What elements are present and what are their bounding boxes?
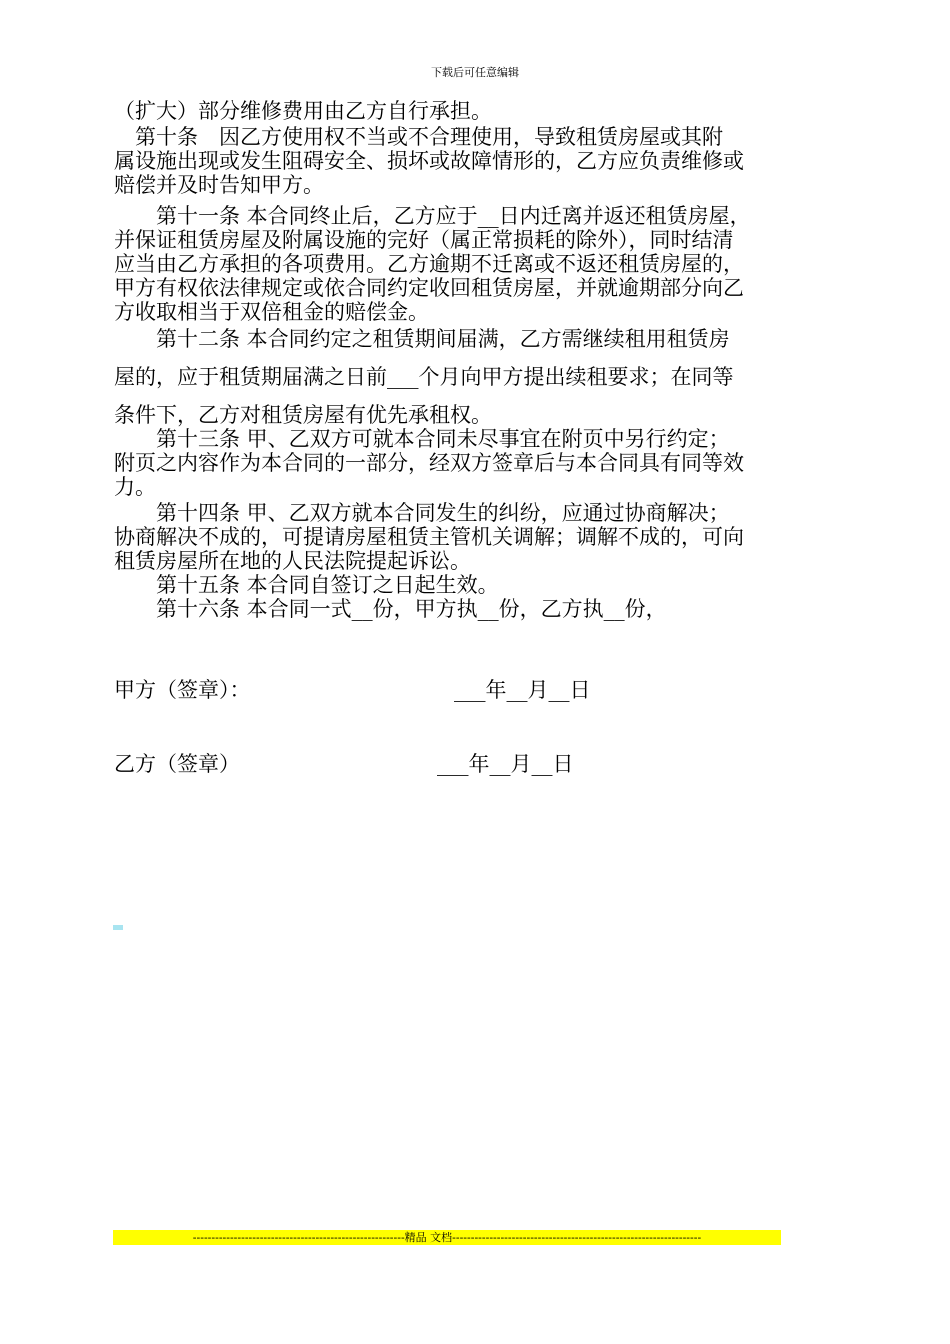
page-header: 下载后可任意编辑	[431, 66, 519, 79]
body-line: 属设施出现或发生阻碍安全、损坏或故障情形的，乙方应负责维修或	[114, 149, 744, 173]
party-b-date: ___年__月__日	[437, 752, 574, 776]
body-line: 方收取相当于双倍租金的赔偿金。	[114, 300, 429, 324]
highlight-mark	[113, 925, 123, 930]
party-b-signature-label: 乙方（签章）	[114, 752, 240, 776]
party-a-date: ___年__月__日	[454, 678, 591, 702]
body-line: 并保证租赁房屋及附属设施的完好（属正常损耗的除外），同时结清	[114, 228, 734, 252]
contract-body	[114, 100, 844, 620]
body-line: 协商解决不成的，可提请房屋租赁主管机关调解；调解不成的，可向	[114, 525, 744, 549]
body-line: 力。	[114, 475, 156, 499]
body-line: （扩大）部分维修费用由乙方自行承担。	[114, 99, 492, 123]
party-a-signature-label: 甲方（签章）：	[114, 678, 251, 702]
body-line: 赔偿并及时告知甲方。	[114, 173, 324, 197]
body-line: 第十三条 甲、乙双方可就本合同未尽事宜在附页中另行约定；	[114, 427, 730, 451]
body-line: 第十六条 本合同一式__份，甲方执__份，乙方执__份，	[114, 597, 667, 621]
body-line: 第十条 因乙方使用权不当或不合理使用，导致租赁房屋或其附	[114, 125, 723, 149]
body-line: 应当由乙方承担的各项费用。乙方逾期不迁离或不返还租赁房屋的，	[114, 252, 744, 276]
body-line: 条件下，乙方对租赁房屋有优先承租权。	[114, 403, 492, 427]
body-line: 第十一条 本合同终止后，乙方应于__日内迁离并返还租赁房屋，	[114, 204, 751, 228]
body-line: 屋的，应于租赁期届满之日前___个月向甲方提出续租要求；在同等	[114, 365, 734, 389]
body-line: 第十二条 本合同约定之租赁期间届满，乙方需继续租用租赁房	[114, 327, 730, 351]
body-line: 第十四条 甲、乙双方就本合同发生的纠纷，应通过协商解决；	[114, 501, 730, 525]
body-line: 第十五条 本合同自签订之日起生效。	[114, 573, 499, 597]
body-line: 租赁房屋所在地的人民法院提起诉讼。	[114, 549, 471, 573]
page-footer: ---------------------------------------------------------精品 文档-------------------------------------------------------------------	[113, 1230, 781, 1245]
body-line: 甲方有权依法律规定或依合同约定收回租赁房屋，并就逾期部分向乙	[114, 276, 744, 300]
body-line: 附页之内容作为本合同的一部分，经双方签章后与本合同具有同等效	[114, 451, 744, 475]
